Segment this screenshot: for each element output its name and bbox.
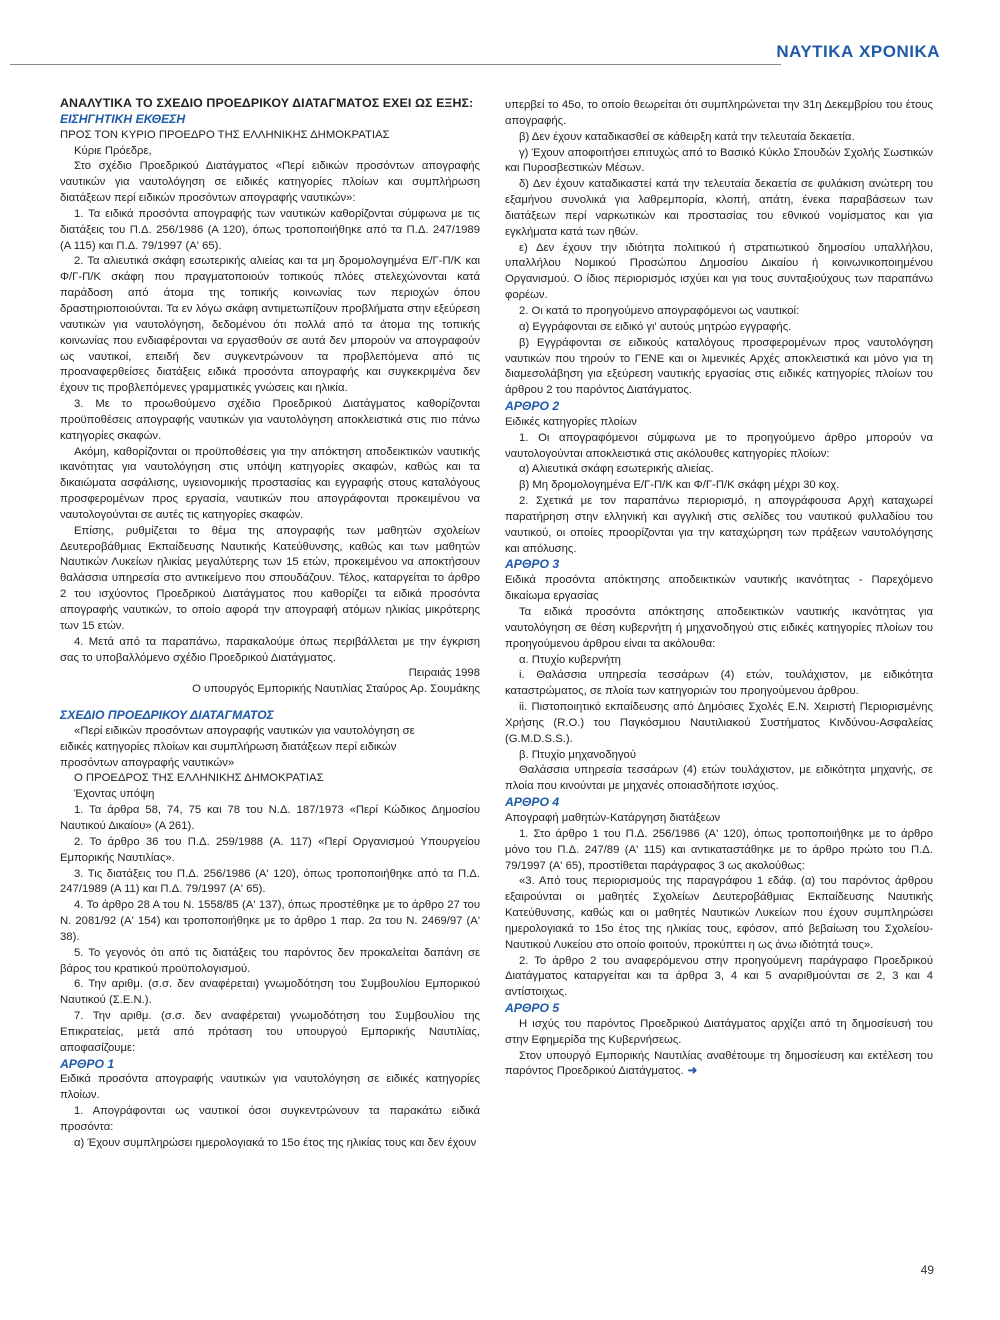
report-paragraph: 2. Τα αλιευτικά σκάφη εσωτερικής αλιείας και τα μη δρομολογημένα Ε/Γ-Π/Κ και Φ/Γ-Π/Κ σκάφη που πραγματοποιούν τοπικούς πλόες στελεχώνονται κατά παράδοση από άτομα της τοπικής κοινωνίας των περιοχών όπου δραστηριοποιούνται. Τα εν λόγω σκάφη αντιμετωπίζουν προβλήματα στην εξεύρεση ναυτικών για ναυτολόγηση, δεδομένου ότι πολλά από τα άτομα της τοπικής κοινωνίας που ενδιαφέρονται να εργασθούν σε αυτά δεν μπορούν να απογραφούν ως ναυτικοί, επειδή δεν συγκεντρώνουν τα προβλεπόμενα από τις προαναφερθείσες διατάξεις ειδικά προσόντα απογραφής και συγκεκριμένα δεν έχουν τις προβλεπόμενες γραμματικές γνώσεις και ηλικία. (60, 255, 480, 395)
president-line: Ο ΠΡΟΕΔΡΟΣ ΤΗΣ ΕΛΛΗΝΙΚΗΣ ΔΗΜΟΚΡΑΤΙΑΣ (74, 772, 324, 785)
article-1-continued: γ) Έχουν αποφοιτήσει επιτυχώς από το Βασικό Κύκλο Σπουδών Σχολής Σωστικών και Πυροσβεστικών Μέσων. (505, 146, 933, 175)
article-3-title: Ειδικά προσόντα απόκτησης αποδεικτικών ναυτικής ικανότητας - Παρεχόμενο δικαίωμα εργασίας (505, 574, 933, 603)
article-1-continued: υπερβεί το 45ο, το οποίο θεωρείται ότι συμπληρώνεται την 31η Δεκεμβρίου του έτους απογραφής. (505, 99, 933, 127)
article-3-paragraph: ii. Πιστοποιητικό εκπαίδευσης από Δημόσιες Σχολές Ε.Ν. Χειριστή Περιορισμένης Χρήσης (R.O.) του Παγκόσμιου Ναυτιλιακού Συστήματος Κινδύνου-Ασφαλείας (G.M.D.S.S.). (505, 701, 933, 745)
signature: Ο υπουργός Εμπορικής Ναυτιλίας Σταύρος Αρ. Σουμάκης (192, 683, 480, 696)
article-2-title: Ειδικές κατηγορίες πλοίων (505, 415, 637, 428)
article-2-heading: ΑΡΘΡΟ 2 (505, 399, 560, 414)
article-4-paragraph: «3. Από τους περιορισμούς της παραγράφου 1 εδάφ. (α) του παρόντος άρθρου εξαιρούνται οι μαθητές Σχολείων Δευτεροβάθμιας Εκπαίδευσης Ναυτικής Κατεύθυνσης, καθώς και οι μαθητές Ναυτικών Λυκείων που έχουν συμπληρώσει ημερολογιακά το 15ο έτος της ηλικίας τους, εφόσον, από βεβαίωση του Σχολείου-Ναυτικού Λυκείου στο οποίο φοιτούν, προκύπτει η ως άνω ιδιότητά τους». (505, 875, 933, 951)
right-column (505, 98, 933, 1080)
article-5-paragraph-text: Στον υπουργό Εμπορικής Ναυτιλίας αναθέτουμε τη δημοσίευση και εκτέλεση του παρόντος Προεδρικού Διατάγματος. (505, 1049, 933, 1078)
article-1-continued: ε) Δεν έχουν την ιδιότητα πολιτικού ή στρατιωτικού δημοσίου υπαλλήλου, υπαλλήλου Νομικού Προσώπου Δημοσίου Δικαίου ή κοινωνικοποιημένου Οργανισμού. Ο ίδιος περιορισμός ισχύει και για τους συνταξιούχους των παραπάνω φορέων. (505, 241, 933, 302)
consideration-item: 2. Το άρθρο 36 του Π.Δ. 259/1988 (Α. 117) «Περί Οργανισμού Υπουργείου Εμπορικής Ναυτιλίας». (60, 835, 480, 864)
main-title: ΑΝΑΛΥΤΙΚΑ ΤΟ ΣΧΕΔΙΟ ΠΡΟΕΔΡΙΚΟΥ ΔΙΑΤΑΓΜΑΤΟΣ ΕΧΕΙ ΩΣ ΕΞΗΣ: (60, 96, 474, 110)
article-1-paragraph: 1. Απογράφονται ως ναυτικοί όσοι συγκεντρώνουν τα παρακάτω ειδικά προσόντα: (60, 1105, 480, 1133)
article-1-continued: α) Εγγράφονται σε ειδικό γι' αυτούς μητρώο εγγραφής. (519, 320, 792, 333)
article-3-paragraph: i. Θαλάσσια υπηρεσία τεσσάρων (4) ετών, τουλάχιστον, με ειδικότητα καταστρώματος, σε πλοία των κατηγοριών του προηγούμενου άρθρου. (505, 669, 933, 698)
article-3-paragraph: β. Πτυχίο μηχανοδηγού (519, 748, 636, 761)
salutation: Κύριε Πρόεδρε, (74, 144, 152, 157)
consideration-item: 5. Το γεγονός ότι από τις διατάξεις του παρόντος δεν προκαλείται δαπάνη σε βάρος του κρατικού προϋπολογισμού. (60, 946, 480, 975)
consideration-item: 1. Τα άρθρα 58, 74, 75 και 78 του Ν.Δ. 187/1973 «Περί Κώδικος Δημοσίου Ναυτικού Δικαίου» (Α 261). (60, 804, 480, 832)
article-3-paragraph: Τα ειδικά προσόντα απόκτησης αποδεικτικών ναυτικής ικανότητας για ναυτολόγηση σε θέση κυβερνήτη ή μηχανοδηγού στις ειδικές κατηγορίες πλοίων του προηγούμενου άρθρου είναι τα ακόλουθα: (505, 606, 933, 650)
report-paragraph: 4. Μετά από τα παραπάνω, παρακαλούμε όπως περιβάλλεται με την έγκριση σας το υποβαλλόμενο σχέδιο Προεδρικού Διατάγματος. (60, 635, 480, 664)
magazine-title: ΝΑΥΤΙΚΑ ΧΡΟΝΙΚΑ (776, 42, 940, 61)
report-heading: ΕΙΣΗΓΗΤΙΚΗ ΕΚΘΕΣΗ (60, 111, 186, 126)
article-5-heading: ΑΡΘΡΟ 5 (505, 1001, 560, 1016)
left-column (60, 96, 480, 1152)
report-paragraph: Στο σχέδιο Προεδρικού Διατάγματος «Περί ειδικών προσόντων απογραφής ναυτικών για ναυτολόγηση σε ειδικές κατηγορίες πλοίων και συμπλήρωση διατάξεων περί ειδικών προσόντων απογραφής ναυτικών»: (60, 160, 480, 205)
article-3-paragraph: Θαλάσσια υπηρεσία τεσσάρων (4) ετών τουλάχιστον, με ειδικότητα μηχανής, σε πλοία που κινούνται με μηχανές οποιασδήποτε ισχύος. (505, 764, 933, 793)
article-1-continued: 2. Οι κατά το προηγούμενο απογραφόμενοι ως ναυτικοί: (519, 304, 800, 317)
article-5-paragraph-last (505, 1049, 933, 1081)
article-4-paragraph: 1. Στο άρθρο 1 του Π.Δ. 256/1986 (Α' 120), όπως τροποποιήθηκε με το άρθρο μόνο του Π.Δ. 247/89 (Α' 115) και αντικαταστάθηκε με το άρθρο πρώτο του Π.Δ. 79/1997 (Α' 65), προστίθεται παράγραφος 3 ως ακολούθως: (505, 827, 933, 872)
article-1-continued: β) Εγγράφονται σε ειδικούς καταλόγους προσφερομένων προς ναυτολόγηση ναυτικών που τηρούν το ΓΕΝΕ και οι λιμενικές Αρχές αποκλειστικά και μόνο για τη διαμεσολάβηση για εξεύρεση ναυτικής εργασίας στις ειδικές κατηγορίες πλοίων του άρθρου 2 του παρόντος Διατάγματος. (505, 336, 933, 397)
consideration-item: 3. Τις διατάξεις του Π.Δ. 256/1986 (Α' 120), όπως τροποποιήθηκε από τα Π.Δ. 247/1989 (Α 11) και Π.Δ. 79/1997 (Α' 65). (60, 867, 480, 896)
end-arrow-icon: ➜ (687, 1065, 698, 1078)
report-paragraph: 1. Τα ειδικά προσόντα απογραφής των ναυτικών καθορίζονται σύμφωνα με τις διατάξεις του Π.Δ. 256/1986 (Α 120), όπως τροποποιήθηκε από τα Π.Δ. 247/1989 (Α 115) και Π.Δ. 79/1997 (Α' 65). (60, 207, 480, 252)
article-2-paragraph: β) Μη δρομολογημένα Ε/Γ-Π/Κ και Φ/Γ-Π/Κ σκάφη μέχρι 30 κοχ. (519, 479, 840, 492)
article-4-heading: ΑΡΘΡΟ 4 (505, 795, 560, 810)
article-1-heading: ΑΡΘΡΟ 1 (60, 1056, 115, 1071)
report-paragraph: Ακόμη, καθορίζονται οι προϋποθέσεις για την απόκτηση αποδεικτικών ναυτικής ικανότητας για ναυτολόγηση στις υπόψη κατηγορίες σκαφών, καθώς και τα δικαιώματα ασφάλισης, υγειονομικής προστασίας και εγγραφής στους καταλόγους προσφερομένων προς εργασία, ναυτικών που απογράφονται προκειμένου να ναυτολογούνται σε αυτές τις κατηγορίες σκαφών. (60, 445, 480, 521)
article-1-title: Ειδικά προσόντα απογραφής ναυτικών για ναυτολόγηση σε ειδικές κατηγορίες πλοίων. (60, 1073, 480, 1102)
report-paragraph: 3. Με το προωθούμενο σχέδιο Προεδρικού Διατάγματος καθορίζονται προϋποθέσεις απογραφής ναυτικών για ναυτολόγηση αποκλειστικά στις πιο πάνω κατηγορίες σκαφών. (60, 398, 480, 442)
spacer (60, 698, 480, 708)
article-2-paragraph: 1. Οι απογραφόμενοι σύμφωνα με το προηγούμενο άρθρο μπορούν να ναυτολογούνται αποκλειστικά στις ακόλουθες κατηγορίες πλοίων: (505, 431, 933, 460)
report-paragraph: Επίσης, ρυθμίζεται το θέμα της απογραφής των μαθητών σχολείων Δευτεροβάθμιας Εκπαίδευσης Ναυτικής Κατεύθυνσης, καθώς και των μαθητών Ναυτικών Λυκείων ηλικίας μεγαλύτερης των 15 ετών, προκειμένου να αποκτήσουν θαλάσσια υπηρεσία στο αντικείμενο που σπουδάζουν. Τέλος, καταργείται το άρθρο 2 του ισχύοντος Προεδρικού Διατάγματος που καθορίζει τα ειδικά προσόντα απογραφής ναυτικών, το οποίο αφορά την απογραφή ατόμων ηλικίας μικρότερης των 15 ετών. (60, 524, 480, 632)
article-4-paragraph: 2. Το άρθρο 2 του αναφερόμενου στην προηγούμενη παράγραφο Προεδρικού Διατάγματος καταργείται και τα άρθρα 3, 4 και 5 αναριθμούνται σε 2, 3 και 4 αντίστοιχως. (505, 954, 933, 999)
article-2-paragraph: α) Αλιευτικά σκάφη εσωτερικής αλιείας. (519, 463, 714, 476)
header-rule (10, 64, 781, 65)
article-2-paragraph: 2. Σχετικά με τον παραπάνω περιορισμό, η απογράφουσα Αρχή καταχωρεί παρατήρηση στην ελληνική και αγγλική στις σελίδες του ναυτικού φυλλαδίου του ναυτικού, οι οποίες προορίζονται για την καταχώρηση των πράξεων ναυτολόγησης και απόλυσης. (505, 495, 933, 555)
addressee: ΠΡΟΣ ΤΟΝ ΚΥΡΙΟ ΠΡΟΕΔΡΟ ΤΗΣ ΕΛΛΗΝΙΚΗΣ ΔΗΜΟΚΡΑΤΙΑΣ (60, 128, 390, 141)
page-number: 49 (920, 1263, 934, 1277)
consideration-item: 6. Την αριθμ. (σ.σ. δεν αναφέρεται) γνωμοδότηση του Συμβουλίου Εμπορικού Ναυτικού (Σ.Ε.Ν.). (60, 978, 480, 1007)
consideration-item: 7. Την αριθμ. (σ.σ. δεν αναφέρεται) γνωμοδότηση του Συμβουλίου της Επικρατείας, μετά από πρόταση του υπουργού Εμπορικής Ναυτιλίας, αποφασίζουμε: (60, 1010, 480, 1054)
article-1-continued: δ) Δεν έχουν καταδικαστεί κατά την τελευταία δεκαετία σε φυλάκιση ανώτερη του εξαμήνου συνολικά για λαθρεμπορία, κλοπή, απάτη, ένεκα παραβάσεων των διατάξεων περί ναρκωτικών και προστασίας του εθνικού νομίσματος και για εγκλήματα κατά των ηθών. (505, 178, 933, 238)
decree-heading: ΣΧΕΔΙΟ ΠΡΟΕΔΡΙΚΟΥ ΔΙΑΤΑΓΜΑΤΟΣ (60, 708, 274, 723)
place-date: Πειραιάς 1998 (408, 667, 480, 680)
considering-line: Έχοντας υπόψη (74, 788, 155, 801)
decree-subtitle: «Περί ειδικών προσόντων απογραφής ναυτικών για ναυτολόγηση σε ειδικές κατηγορίες πλοίων και συμπλήρωση διατάξεων περί ειδικών προσόντων απογραφής ναυτικών» (60, 724, 415, 769)
consideration-item: 4. Το άρθρο 28 Α του Ν. 1558/85 (Α' 137), όπως προστέθηκε με το άρθρο 27 του Ν. 2081/92 (Α' 154) και τροποποιήθηκε με το άρθρο 1 παρ. 2α του Ν. 2469/97 (Α' 38). (60, 899, 480, 943)
article-4-title: Απογραφή μαθητών-Κατάργηση διατάξεων (505, 811, 721, 824)
article-3-heading: ΑΡΘΡΟ 3 (505, 557, 560, 572)
article-3-paragraph: α. Πτυχίο κυβερνήτη (519, 653, 621, 666)
article-1-paragraph: α) Έχουν συμπληρώσει ημερολογιακά το 15ο έτος της ηλικίας τους και δεν έχουν (74, 1136, 477, 1149)
article-5-paragraph: Η ισχύς του παρόντος Προεδρικού Διατάγματος αρχίζει από τη δημοσίευσή του στην Εφημερίδα της Κυβερνήσεως. (505, 1017, 933, 1046)
article-1-continued: β) Δεν έχουν καταδικασθεί σε κάθειρξη κατά την τελευταία δεκαετία. (519, 130, 855, 143)
